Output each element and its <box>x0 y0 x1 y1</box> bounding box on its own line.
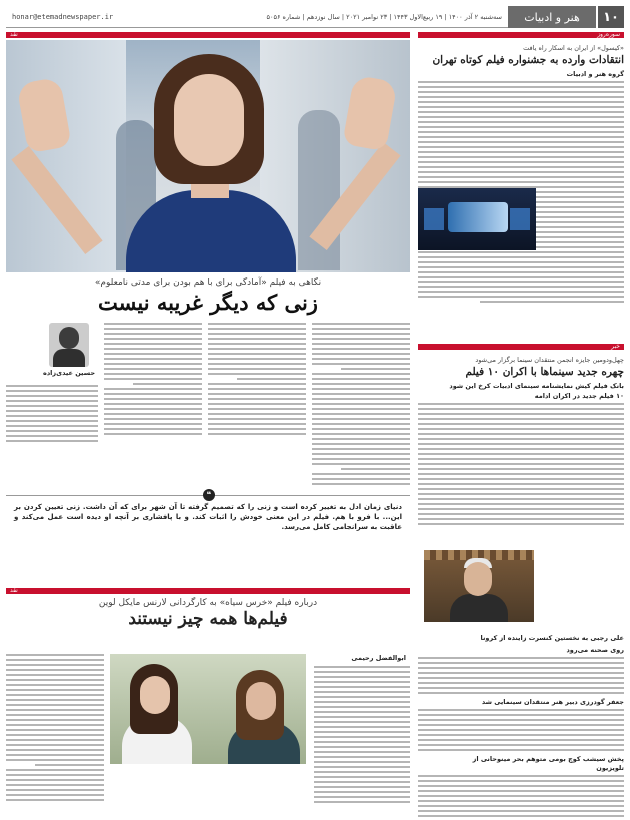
news5-kicker: جعفر گودرزی دبیر هنر منتقدان سینمایی شد <box>481 698 624 706</box>
news2-kicker: چهل‌ودومین جایزه انجمن منتقدان سینما برگزار می‌شود <box>475 356 624 364</box>
news3-kicker: ۱۰ فیلم جدید در اکران ادامه <box>534 392 624 400</box>
author-name: حسین عیدی‌زاده <box>42 369 95 377</box>
news4-kicker: علی رجبی به نخستین کنسرت زاینده از کرونا <box>480 634 624 642</box>
news2-sub: بانک فیلم کیش نمایشنامه سینمای ادبیات کرخ این شود <box>449 382 624 390</box>
article-headline: زنی که دیگر غریبه نیست <box>98 290 318 315</box>
author-photo <box>49 323 89 367</box>
news-headline: انتقادات وارده به جشنواره فیلم کوتاه تهران <box>432 54 624 66</box>
news2-headline: چهره جدید سینماها با اکران ۱۰ فیلم <box>465 366 624 378</box>
second-article-author: ابوالفضل رحیمی <box>351 654 406 662</box>
news-kicker: «کیسول» از ایران به اسکار راه یافت <box>523 44 624 52</box>
second-article-kicker: درباره فیلم «خرس سیاه» به کارگردانی لارنس مایکل لوین <box>98 598 318 608</box>
right-section-bar-2 <box>418 344 624 350</box>
pull-quote-text: دنیای زمان ادل به تغییر کرده است و زنی را که تصمیم گرفته تا آن شهر برای که آن داشت. زنی تعیین کردن بر این... با فرو با هم. فیلم در این معنی خودش را اثبات کند. و با پافشاری بر آنچه او دیده است عمل می‌کند و عاقبت به سرانجامی کامل می‌رسد. <box>14 503 402 531</box>
main-article <box>6 32 410 555</box>
header-info <box>6 6 508 28</box>
section-email[interactable]: honar@etemadnewspaper.ir <box>12 12 114 21</box>
quote-icon: ❝ <box>203 489 215 501</box>
critic-photo <box>424 550 534 622</box>
second-article <box>6 587 410 662</box>
issue-date-line: سه‌شنبه ۲ آذر ۱۴۰۰ | ۱۹ ربیع‌الاول ۱۴۴۳ | ۲۳ نوامبر ۲۰۲۱ | سال نوزدهم | شماره ۵۰۵۶ <box>266 12 502 21</box>
news6-kicker: پخش سیشب کوچ بومی متوهم بحر مینوحانی از <box>472 755 624 763</box>
second-body-left <box>6 654 104 820</box>
page-number: ۱۰ <box>598 6 624 28</box>
second-article-headline: فیلم‌ها همه چیز نیستند <box>128 609 288 629</box>
article-body <box>6 323 410 555</box>
second-body-right <box>314 666 410 820</box>
pull-quote <box>6 490 410 555</box>
news4-headline: روی صحنه می‌رود <box>566 646 624 654</box>
news6-kicker-b: تلویزیون <box>596 764 624 772</box>
face-image <box>174 74 244 166</box>
section-title: هنر و ادبیات <box>508 6 596 28</box>
right-section-bar <box>418 32 624 38</box>
second-section-bar <box>6 588 410 594</box>
festival-photo <box>418 188 536 250</box>
article-subhead: نگاهی به فیلم «آمادگی برای با هم بودن برای مدتی نامعلوم» <box>94 278 322 288</box>
second-article-photo <box>110 654 306 764</box>
section-bar <box>6 32 410 38</box>
hero-photo <box>6 40 410 272</box>
right-section-tag: سوره‌روز <box>597 31 620 38</box>
page-header <box>6 6 624 28</box>
second-section-tag: نقد <box>10 587 18 594</box>
section-tag: نقد <box>10 31 18 38</box>
news-group-label: گروه هنر و ادبیات <box>566 70 624 78</box>
sidebar-news <box>418 31 624 772</box>
author-card <box>40 323 98 377</box>
right-section-tag-2: خبر <box>611 343 620 350</box>
